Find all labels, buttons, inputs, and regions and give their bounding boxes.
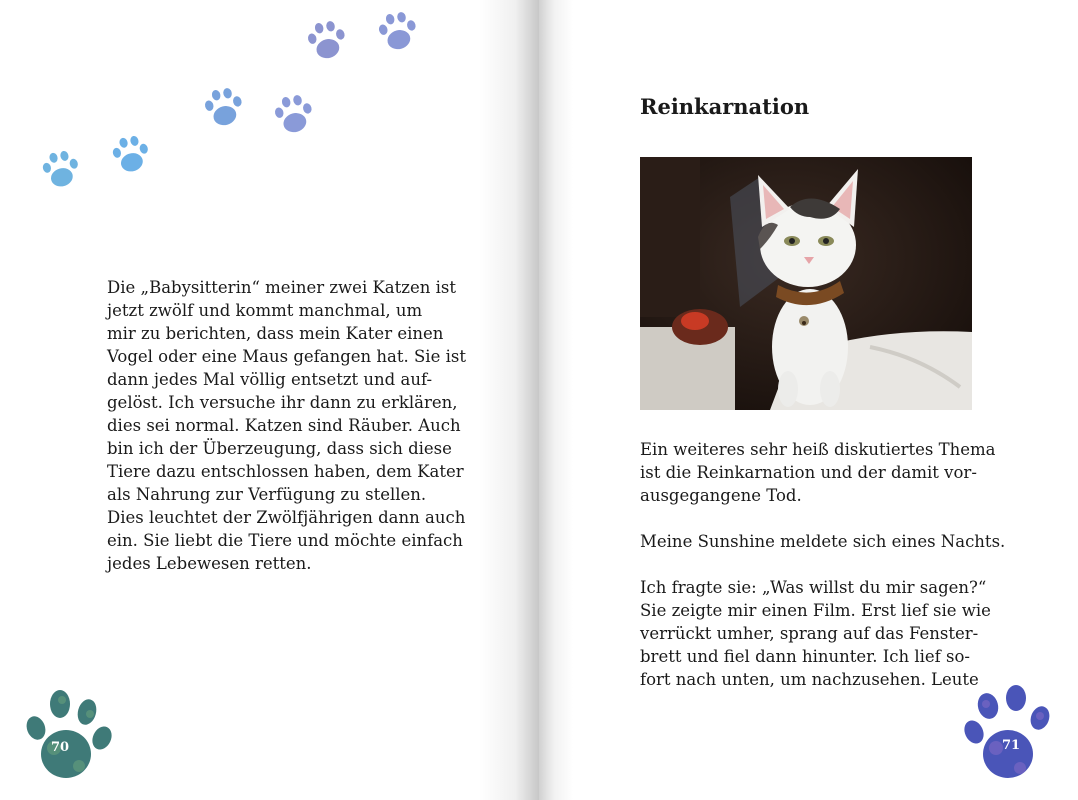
page-number-paw-icon xyxy=(962,684,1052,782)
text-line: ein. Sie liebt die Tiere und möchte einfach xyxy=(107,531,463,550)
page-number: 70 xyxy=(50,740,70,755)
paw-print-icon xyxy=(40,148,84,192)
text-line: mir zu berichten, dass mein Kater einen xyxy=(107,324,444,343)
page-number: 71 xyxy=(1001,738,1021,753)
text-line: Ein weiteres sehr heiß diskutiertes Thema xyxy=(640,440,996,459)
right-gutter-shadow xyxy=(539,0,573,800)
paw-print-icon xyxy=(202,85,248,131)
text-line: verrückt umher, sprang auf das Fenster- xyxy=(640,624,979,643)
text-line: Dies leuchtet der Zwölfjährigen dann auch xyxy=(107,508,466,527)
text-line: Meine Sunshine meldete sich eines Nachts. xyxy=(640,532,1006,551)
text-line: ist die Reinkarnation und der damit vor- xyxy=(640,463,977,482)
right-body-text xyxy=(640,438,1006,691)
paw-print-icon xyxy=(272,92,318,138)
text-line: Ich fragte sie: „Was willst du mir sagen?“ xyxy=(640,578,987,597)
text-line: jetzt zwölf und kommt manchmal, um xyxy=(107,301,423,320)
cat-photo xyxy=(640,157,972,410)
text-line: ausgegangene Tod. xyxy=(640,486,802,505)
text-line: Tiere dazu entschlossen haben, dem Kater xyxy=(107,462,464,481)
paragraph xyxy=(107,276,466,575)
paw-print-icon xyxy=(110,133,154,177)
text-line: jedes Lebewesen retten. xyxy=(107,554,312,573)
text-line: bin ich der Überzeugung, dass sich diese xyxy=(107,439,452,458)
paw-print-icon xyxy=(305,18,351,64)
left-gutter-shadow xyxy=(479,0,539,800)
text-line: brett und fiel dann hinunter. Ich lief so- xyxy=(640,647,970,666)
right-page xyxy=(539,0,1078,800)
text-line: als Nahrung zur Verfügung zu stellen. xyxy=(107,485,427,504)
paragraph xyxy=(640,530,1006,553)
text-line: Sie zeigte mir einen Film. Erst lief sie wie xyxy=(640,601,991,620)
left-body-text xyxy=(107,276,466,575)
paragraph xyxy=(640,438,996,507)
paragraph xyxy=(640,576,991,691)
text-line: gelöst. Ich versuche ihr dann zu erklären, xyxy=(107,393,458,412)
text-line: dies sei normal. Katzen sind Räuber. Auch xyxy=(107,416,461,435)
text-line: Vogel oder eine Maus gefangen hat. Sie ist xyxy=(107,347,466,366)
text-line: fort nach unten, um nachzusehen. Leute xyxy=(640,670,979,689)
text-line: Die „Babysitterin“ meiner zwei Katzen ist xyxy=(107,278,456,297)
text-line: dann jedes Mal völlig entsetzt und auf- xyxy=(107,370,433,389)
chapter-title: Reinkarnation xyxy=(640,94,810,119)
paw-print-icon xyxy=(376,9,422,55)
page-number-paw-icon xyxy=(24,686,114,784)
